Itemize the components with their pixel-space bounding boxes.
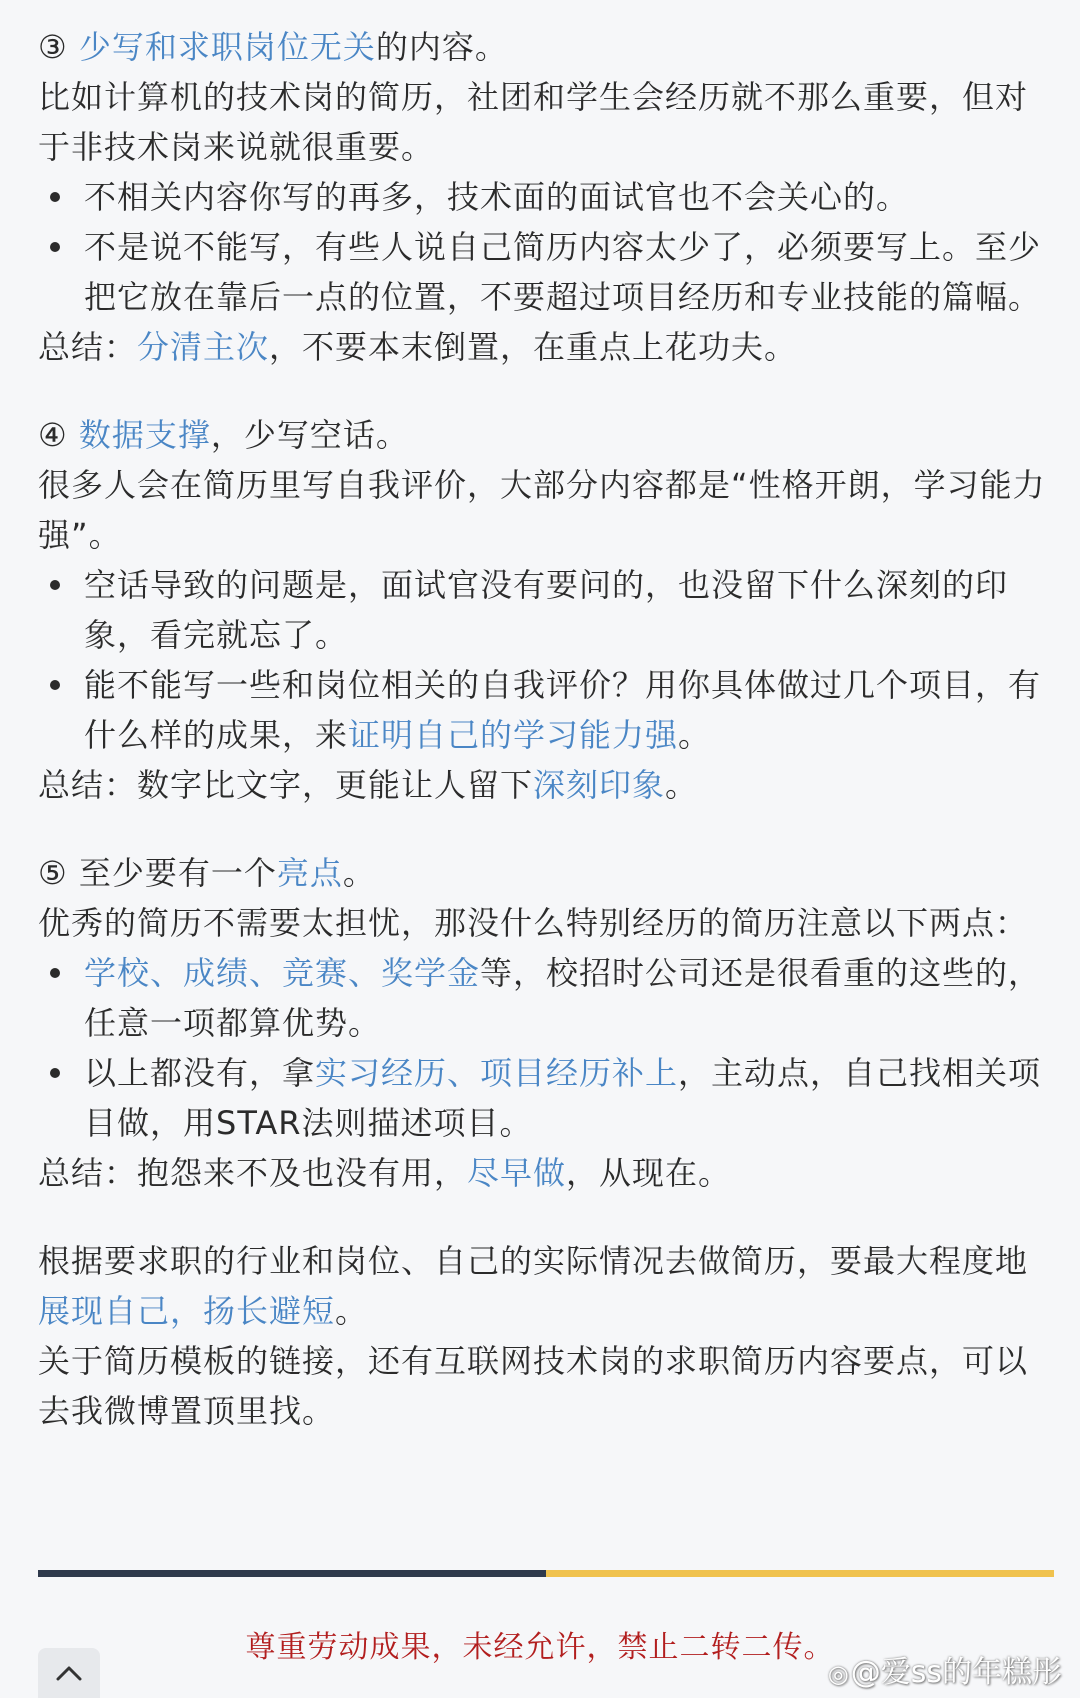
section-heading	[38, 410, 1048, 460]
highlight-text: 学校、成绩、竞赛、奖学金	[84, 954, 481, 992]
bullet-list	[38, 948, 1048, 1148]
list-item	[38, 660, 1048, 760]
section-summary	[38, 760, 1048, 810]
bullet-dot	[50, 192, 60, 202]
heading-text: 至少要有一个	[78, 854, 277, 892]
bullet-dot	[50, 680, 60, 690]
summary-text: ，从现在。	[566, 1154, 732, 1192]
highlight-text: 亮点	[276, 854, 343, 892]
summary-text: ，不要本末倒置，在重点上花功夫。	[269, 328, 798, 366]
highlight-text: 分清主次	[137, 328, 270, 366]
bullet-list	[38, 560, 1048, 760]
list-item	[38, 172, 1048, 222]
bullet-text: ，主动点，自己找相关项目做，用STAR法则描述项目。	[84, 1054, 1042, 1142]
weibo-icon: ◎	[827, 1660, 849, 1688]
highlight-text: 深刻印象	[533, 766, 666, 804]
closing-text: 根据要求职的行业和岗位、自己的实际情况去做简历，要最大程度地	[38, 1242, 1029, 1280]
highlight-text: 展现自己，扬长避短	[38, 1292, 336, 1330]
section-heading	[38, 22, 1048, 72]
article-body	[38, 22, 1048, 1436]
section-intro: 优秀的简历不需要太担忧，那没什么特别经历的简历注意以下两点：	[38, 904, 1029, 942]
highlight-text: 少写和求职岗位无关	[78, 28, 376, 66]
bullet-text: 以上都没有，拿	[84, 1054, 316, 1092]
divider-dark	[38, 1570, 546, 1577]
bullet-text: 空话导致的问题是，面试官没有要问的，也没留下什么深刻的印象，看完就忘了。	[84, 566, 1009, 654]
summary-label: 总结：数字比文字，更能让人留下	[38, 766, 534, 804]
closing-paragraph	[38, 1236, 1048, 1336]
bullet-text: 不是说不能写，有些人说自己简历内容太少了，必须要写上。至少把它放在靠后一点的位置，不要超过项目经历和专业技能的篇幅。	[84, 228, 1042, 316]
closing-note: 关于简历模板的链接，还有互联网技术岗的求职简历内容要点，可以去我微博置顶里找。	[38, 1342, 1029, 1430]
watermark-text: @爱ss的年糕彤	[850, 1655, 1062, 1690]
heading-text: 。	[342, 854, 376, 892]
list-item	[38, 560, 1048, 660]
heading-text: ，少写空话。	[210, 416, 409, 454]
bullet-text: 能不能写一些和岗位相关的自我评价？用你具体做过几个项目，有什么样的成果，来	[84, 666, 1042, 754]
section-heading	[38, 848, 1048, 898]
closing-text: 。	[335, 1292, 369, 1330]
copyright-notice: 尊重劳动成果，未经允许，禁止二转二传。	[245, 1630, 835, 1665]
bullet-text: 等，校招时公司还是很看重的这些的，任意一项都算优势。	[84, 954, 1042, 1042]
bullet-dot	[50, 1068, 60, 1078]
section-summary	[38, 322, 1048, 372]
list-item	[38, 222, 1048, 322]
bullet-dot	[50, 968, 60, 978]
highlight-text: 尽早做	[467, 1154, 567, 1192]
bullet-list	[38, 172, 1048, 322]
list-item	[38, 948, 1048, 1048]
highlight-text: 证明自己的学习能力强	[348, 716, 679, 754]
summary-text: 。	[665, 766, 699, 804]
divider-yellow	[546, 1570, 1054, 1577]
bullet-text: 不相关内容你写的再多，技术面的面试官也不会关心的。	[84, 178, 910, 216]
summary-label: 总结：抱怨来不及也没有用，	[38, 1154, 468, 1192]
section-summary	[38, 1148, 1048, 1198]
summary-label: 总结：	[38, 328, 138, 366]
bullet-dot	[50, 580, 60, 590]
section-number: ③	[38, 28, 79, 66]
watermark	[828, 1647, 1062, 1691]
section-divider	[38, 1570, 1054, 1577]
highlight-text: 实习经历、项目经历补上	[315, 1054, 679, 1092]
section-intro: 比如计算机的技术岗的简历，社团和学生会经历就不那么重要，但对于非技术岗来说就很重要。	[38, 78, 1029, 166]
list-item	[38, 1048, 1048, 1148]
section-intro: 很多人会在简历里写自我评价，大部分内容都是“性格开朗，学习能力强”。	[38, 466, 1046, 554]
scroll-top-button[interactable]	[38, 1648, 100, 1698]
bullet-dot	[50, 242, 60, 252]
chevron-up-icon	[55, 1664, 83, 1682]
heading-text: 的内容。	[375, 28, 508, 66]
highlight-text: 数据支撑	[78, 416, 211, 454]
bullet-text: 。	[678, 716, 712, 754]
section-number: ④	[38, 416, 79, 454]
section-number: ⑤	[38, 854, 79, 892]
